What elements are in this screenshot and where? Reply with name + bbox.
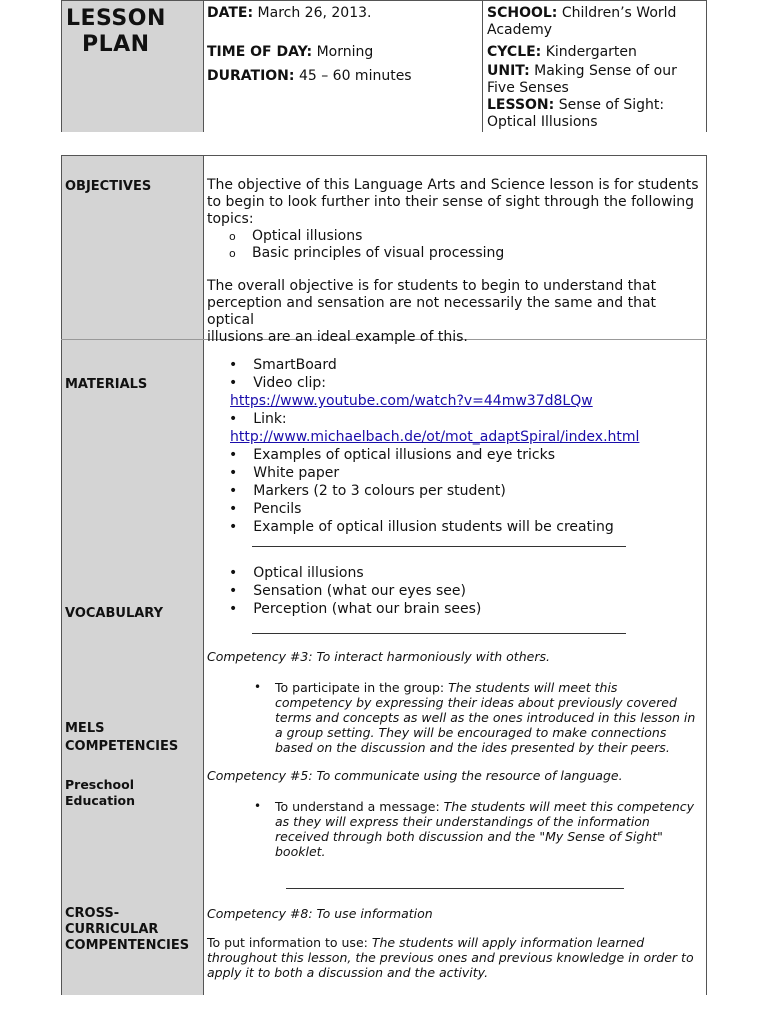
competency-3-bullet: •	[254, 680, 262, 694]
list-item: • Pencils	[229, 501, 302, 517]
video-clip-link[interactable]: https://www.youtube.com/watch?v=44mw37d8LQw	[230, 393, 593, 409]
competency-5-body: To understand a message: The students will meet this competency as they will express their understandings of the information received through both discussion and the "My Sense of Sight" booklet.	[275, 799, 695, 859]
list-item: • Example of optical illusion students will be creating	[229, 519, 614, 535]
competency-8-heading: Competency #8: To use information	[207, 906, 433, 921]
list-item: • Optical illusions	[229, 565, 364, 581]
lesson-plan-title: LESSON PLAN	[66, 6, 166, 57]
objectives-topic: o Basic principles of visual processing	[229, 245, 505, 261]
competency-5-heading: Competency #5: To communicate using the resource of language.	[207, 768, 623, 783]
preschool-education-label: Preschool Education	[65, 777, 135, 808]
main-border-top	[61, 155, 707, 156]
list-item: • White paper	[229, 465, 340, 481]
unit-field: UNIT: Making Sense of our Five Senses	[487, 63, 677, 96]
duration-field: DURATION: 45 – 60 minutes	[207, 68, 412, 84]
list-item: • Video clip:	[229, 375, 327, 391]
illusion-spiral-link[interactable]: http://www.michaelbach.de/ot/mot_adaptSpiral/index.html	[230, 429, 640, 445]
vocabulary-separator	[252, 633, 626, 634]
cycle-field: CYCLE: Kindergarten	[487, 44, 637, 60]
list-item: • Markers (2 to 3 colours per student)	[229, 483, 506, 499]
objectives-topic: o Optical illusions	[229, 228, 363, 244]
time-of-day-field: TIME OF DAY: Morning	[207, 44, 374, 60]
header-border-left	[61, 0, 62, 132]
main-border-right	[706, 155, 707, 995]
objectives-label: OBJECTIVES	[65, 179, 152, 194]
competency-8-body: To put information to use: The students will apply information learned throughout this lesson, the previous ones and previous knowledge in order to apply it to both a discussion and the activity.	[207, 935, 694, 980]
date-field: DATE: March 26, 2013.	[207, 5, 372, 21]
materials-list	[207, 356, 705, 536]
list-item: • Examples of optical illusions and eye tricks	[229, 447, 556, 463]
header-border-mid2	[482, 0, 483, 132]
header-border-mid1	[203, 0, 204, 132]
list-item: • Sensation (what our eyes see)	[229, 583, 466, 599]
lesson-field: LESSON: Sense of Sight: Optical Illusions	[487, 97, 665, 130]
materials-separator	[252, 546, 626, 547]
cross-curricular-label: CROSS- CURRICULAR COMPENTENCIES	[65, 906, 190, 953]
list-item: • SmartBoard	[229, 357, 337, 373]
header-border-right	[706, 0, 707, 132]
mels-competencies-label: MELS COMPETENCIES	[65, 721, 179, 754]
list-item: • Perception (what our brain sees)	[229, 601, 482, 617]
main-border-left	[61, 155, 62, 995]
competency-5-bullet: •	[254, 799, 262, 813]
header-border-top	[61, 0, 707, 1]
school-field: SCHOOL: Children’s World Academy	[487, 5, 677, 38]
objectives-body: The objective of this Language Arts and Science lesson is for students to begin to look further into their sense of sight through the following topics: o Optical illusions o Basic principles of visual processing The overall objective is for students to begin to understand that perception and sensation are not necessarily the same and that optical illusions are an ideal example of this.	[207, 177, 705, 346]
main-border-mid	[203, 155, 204, 995]
competency-3-body: To participate in the group: The students will meet this competency by expressing their ideas about previously covered terms and concepts as well as the ones introduced in this lesson in a group setting. They will be encouraged to make connections based on the discussion and the ides presented by their peers.	[275, 680, 696, 755]
materials-label: MATERIALS	[65, 377, 148, 392]
competency-3-heading: Competency #3: To interact harmoniously with others.	[207, 649, 550, 664]
vocabulary-label: VOCABULARY	[65, 606, 164, 621]
list-item: • Link:	[229, 411, 287, 427]
vocabulary-list	[207, 564, 705, 618]
label-column	[62, 155, 203, 995]
competencies-separator	[286, 888, 624, 889]
